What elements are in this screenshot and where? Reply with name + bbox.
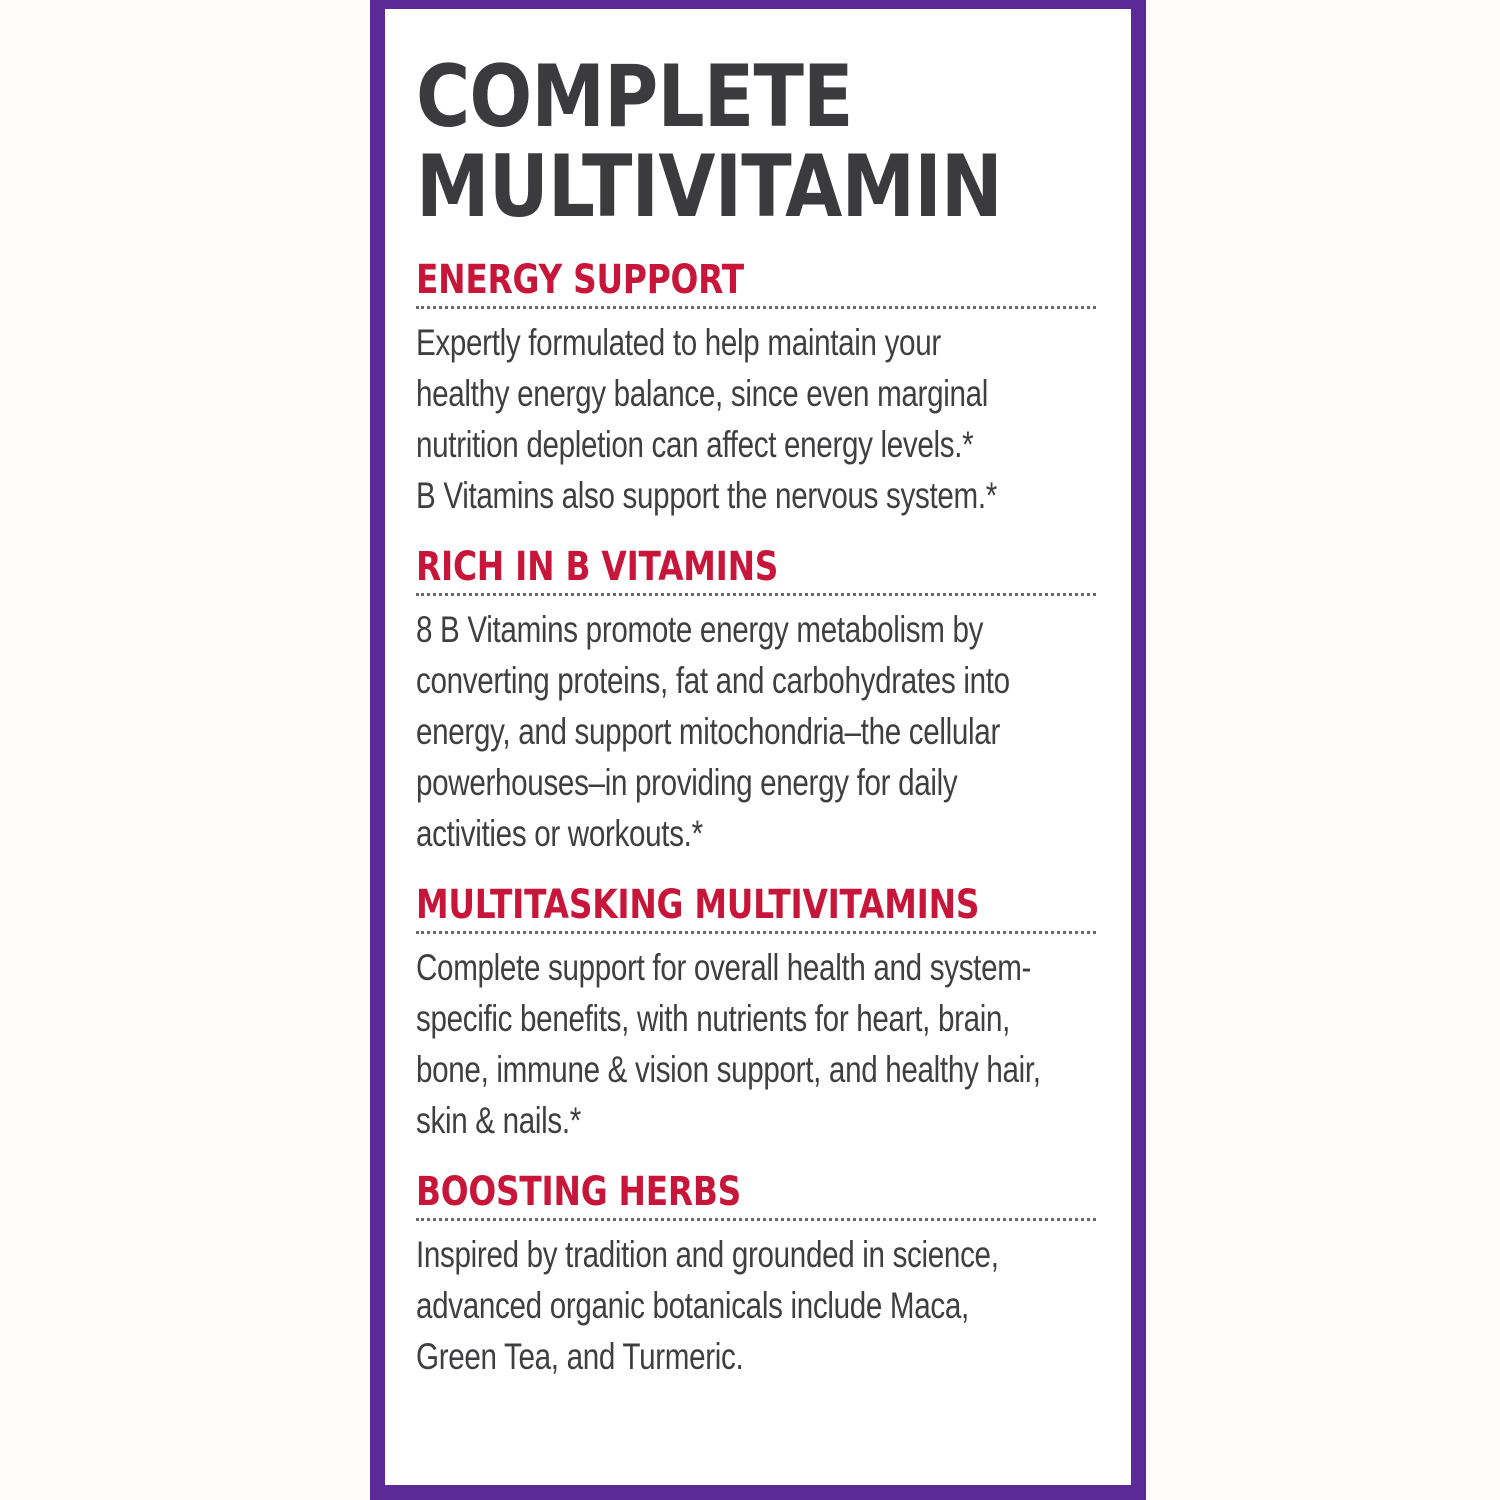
body-line: B Vitamins also support the nervous system.* <box>416 475 997 516</box>
body-line: healthy energy balance, since even marginal <box>416 373 989 414</box>
body-line: Inspired by tradition and grounded in science, <box>416 1234 999 1275</box>
dotted-divider <box>416 306 1096 309</box>
body-line: Expertly formulated to help maintain your <box>416 322 941 363</box>
panel-content <box>416 47 1096 1382</box>
section-body <box>416 604 1010 859</box>
body-line: energy, and support mitochondria–the cellular <box>416 711 1000 752</box>
body-line: advanced organic botanicals include Maca, <box>416 1285 969 1326</box>
dotted-divider <box>416 593 1096 596</box>
body-line: specific benefits, with nutrients for heart, brain, <box>416 998 1011 1039</box>
product-title <box>416 47 1002 237</box>
body-line: powerhouses–in providing energy for daily <box>416 762 958 803</box>
section-heading: BOOSTING HERBS <box>416 1169 742 1215</box>
body-line: skin & nails.* <box>416 1100 581 1141</box>
section-multitasking-multivitamins <box>416 881 1096 1146</box>
body-line: Green Tea, and Turmeric. <box>416 1336 744 1377</box>
section-heading: ENERGY SUPPORT <box>416 257 744 303</box>
dotted-divider <box>416 1218 1096 1221</box>
body-line: converting proteins, fat and carbohydrates into <box>416 660 1010 701</box>
body-line: bone, immune & vision support, and healthy hair, <box>416 1049 1041 1090</box>
title-line-1: COMPLETE <box>416 47 853 147</box>
section-body <box>416 317 997 521</box>
dotted-divider <box>416 931 1096 934</box>
title-line-2: MULTIVITAMIN <box>416 137 1002 237</box>
section-heading: MULTITASKING MULTIVITAMINS <box>416 882 980 928</box>
section-rich-in-b-vitamins <box>416 543 1096 859</box>
section-energy-support <box>416 256 1096 521</box>
body-line: Complete support for overall health and system- <box>416 947 1032 988</box>
body-line: activities or workouts.* <box>416 813 703 854</box>
section-boosting-herbs <box>416 1168 1096 1382</box>
section-heading: RICH IN B VITAMINS <box>416 544 779 590</box>
body-line: nutrition depletion can affect energy levels.* <box>416 424 974 465</box>
section-body <box>416 1229 999 1382</box>
section-body <box>416 942 1041 1146</box>
body-line: 8 B Vitamins promote energy metabolism by <box>416 609 984 650</box>
